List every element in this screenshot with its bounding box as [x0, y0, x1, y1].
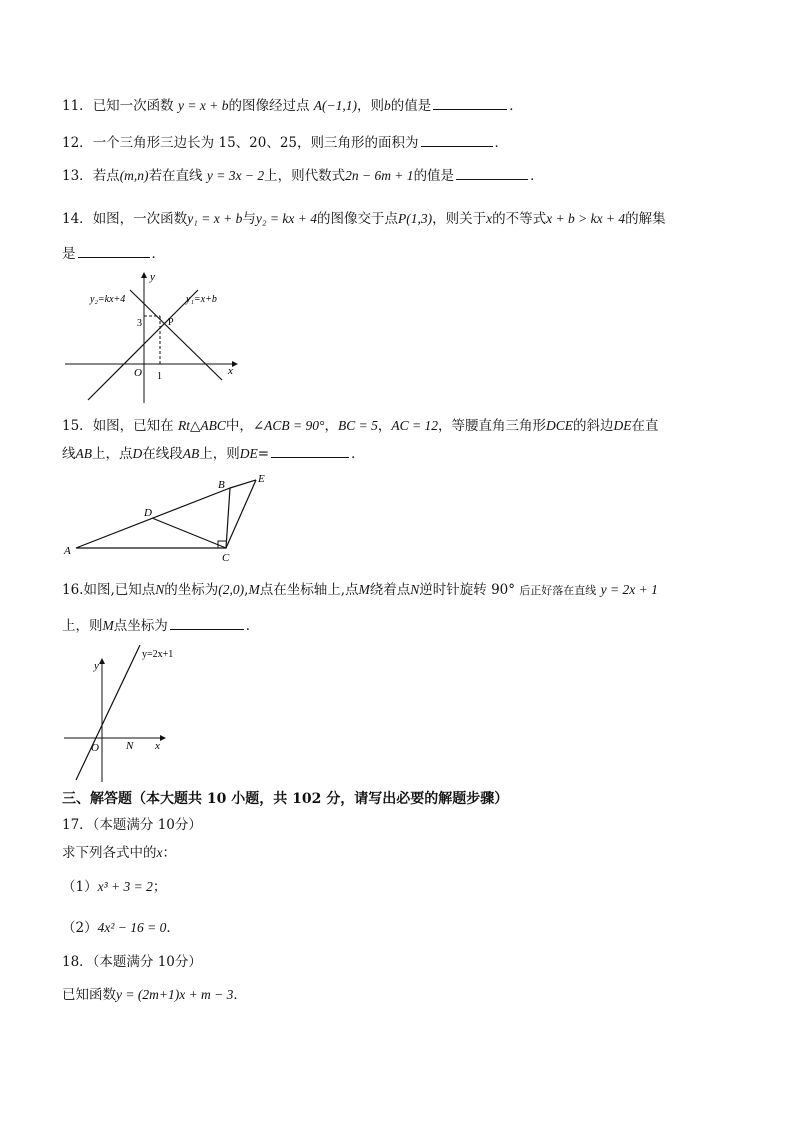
point-e-label: E [258, 473, 265, 485]
formula: y₁ = x + b [187, 211, 243, 226]
formula: 2n − 6m + 1 [345, 168, 414, 183]
formula: x³ + 3 = 2 [97, 879, 153, 894]
label-line: y=2x+1 [142, 649, 174, 660]
formula: b [383, 98, 391, 113]
answer-blank[interactable] [271, 443, 349, 458]
question-17-part-2 [62, 918, 180, 938]
question-number: 11． [62, 98, 93, 114]
question-18-header: 18．（本题满分 10分） [62, 954, 202, 970]
question-15 [62, 416, 658, 436]
y-axis-arrow [99, 658, 105, 664]
point-n-label: N [126, 740, 134, 752]
text: ， [377, 418, 392, 434]
question-15-line2 [62, 443, 365, 464]
formula: 90° [491, 582, 516, 598]
point-d-label: D [144, 507, 152, 519]
text: ． [151, 246, 165, 262]
text: ，则关于 [432, 211, 487, 227]
y-axis-arrow [141, 272, 147, 278]
point-b-label: B [218, 479, 225, 491]
formula: Rt△ABC [177, 418, 226, 433]
formula: BC = 5 [337, 418, 378, 433]
question-17-prompt [62, 843, 176, 863]
formula: 4x² − 16 = 0 [97, 920, 167, 935]
text: 若点 [92, 168, 120, 184]
text: 的值是 [390, 98, 432, 114]
formula: DE [239, 446, 258, 461]
point-c-label: C [222, 552, 230, 562]
formula: D [132, 446, 143, 461]
x-axis-arrow [160, 735, 166, 741]
text: ，等腰直角三角形 [437, 418, 546, 434]
text: ． [509, 98, 523, 114]
formula: y = x + b [177, 98, 229, 113]
text: 线 [62, 446, 76, 462]
text: 在直 [631, 418, 659, 434]
formula: AB [182, 446, 200, 461]
tick-y-3: 3 [137, 318, 142, 329]
text: 是 [62, 246, 76, 262]
text: = [257, 446, 270, 462]
answer-blank[interactable] [78, 243, 150, 258]
question-16 [62, 580, 658, 601]
text: 若在直线 [148, 168, 203, 184]
answer-blank[interactable] [170, 615, 244, 630]
question-17-header: 17．（本题满分 10分） [62, 817, 202, 833]
answer-blank[interactable] [433, 95, 507, 110]
formula: AC = 12 [391, 418, 438, 433]
formula: AB [75, 446, 92, 461]
part-number: （2） [62, 920, 98, 936]
text: 的不等式 [492, 211, 547, 227]
text: 已知函数 [62, 987, 116, 1003]
question-17-part-1 [62, 877, 166, 897]
segment-ce [226, 480, 256, 548]
figure-16 [60, 640, 200, 785]
text: 点在坐标轴上,点 [259, 582, 359, 598]
text: ． [245, 618, 260, 634]
text: ： [162, 845, 176, 861]
x-axis-arrow [232, 361, 238, 367]
text: 的解集 [625, 211, 666, 227]
text: 的图像经过点 [228, 98, 310, 114]
text: ，则 [356, 98, 384, 114]
section-heading: 三、解答题（本大题共 10 小题，共 102 分，请写出必要的解题步骤） [62, 791, 509, 807]
text: 后正好落在直线 [519, 584, 597, 597]
origin-label: O [134, 367, 142, 379]
text: 如图，一次函数 [92, 211, 188, 227]
formula: y₂ = kx + 4 [255, 211, 317, 226]
axis-x-label: x [155, 740, 160, 752]
line-y-2x-plus-1 [76, 645, 140, 780]
text: 的值是 [413, 168, 455, 184]
text: 如图,已知点 [83, 582, 156, 598]
formula: y = (2m+1)x + m − 3 [116, 987, 234, 1002]
formula: (2,0) [218, 582, 245, 597]
text: ． [166, 920, 180, 936]
question-number: 13． [62, 168, 93, 184]
point-p-label: P [168, 317, 174, 328]
formula: DCE [545, 418, 573, 433]
figure-14 [60, 268, 250, 408]
text: 的坐标为 [164, 582, 219, 598]
label-y2: y₂=kx+4 [90, 294, 126, 305]
part-number: （1） [62, 879, 98, 895]
question-11 [62, 95, 523, 116]
text: 已知一次函数 [92, 98, 174, 114]
text: 上，则代数式 [264, 168, 346, 184]
text: 与 [242, 211, 256, 227]
formula: N [155, 582, 165, 597]
formula: y = 3x − 2 [206, 168, 265, 183]
text: 一个三角形三边长为 15、20、25，则三角形的面积为 [92, 135, 419, 151]
text: , [244, 582, 249, 598]
line-y1 [88, 290, 198, 400]
formula: y = 2x + 1 [600, 582, 658, 597]
text: 如图，已知在 [92, 418, 174, 434]
question-14-line2 [62, 243, 165, 264]
text: 中， [225, 418, 253, 434]
origin-label: O [91, 742, 99, 754]
answer-blank[interactable] [456, 165, 528, 180]
figure-15 [60, 470, 280, 562]
question-18-body [62, 985, 247, 1005]
text: 上，则 [199, 446, 240, 462]
formula: x [486, 211, 493, 226]
text: ． [351, 446, 365, 462]
formula: M [102, 618, 114, 633]
point-a-label: A [64, 545, 71, 557]
tick-x-1: 1 [157, 371, 162, 382]
text: 求下列各式中的 [62, 845, 157, 861]
formula: M [248, 582, 260, 597]
axis-y-label: y [94, 660, 99, 672]
answer-blank[interactable] [421, 132, 493, 147]
label-y1: y₁=x+b [186, 294, 217, 305]
text: 逆时针旋转 [419, 582, 487, 598]
text: ， [324, 418, 338, 434]
text: 上，则 [62, 618, 103, 634]
formula: N [410, 582, 420, 597]
question-14 [62, 209, 666, 229]
question-number: 16. [62, 582, 84, 598]
formula: A(−1,1) [313, 98, 357, 113]
text: ． [530, 168, 544, 184]
text: 绕着点 [369, 582, 411, 598]
text: 点坐标为 [113, 618, 168, 634]
text: 的斜边 [572, 418, 614, 434]
question-number: 14． [62, 211, 93, 227]
question-16-line2 [62, 615, 259, 636]
formula: x [156, 845, 163, 860]
question-12 [62, 132, 508, 153]
text: ； [152, 879, 167, 895]
segment-be [230, 480, 256, 488]
question-number: 12． [62, 135, 93, 151]
formula: (m,n) [119, 168, 149, 183]
axis-y-label: y [150, 271, 155, 283]
formula: x + b > kx + 4 [546, 211, 626, 226]
question-13 [62, 165, 544, 186]
axis-x-label: x [228, 365, 233, 377]
text: ． [233, 987, 247, 1003]
formula: DE [613, 418, 632, 433]
formula: ∠ACB = 90° [252, 418, 325, 433]
formula: P(1,3) [397, 211, 433, 226]
question-number: 15． [62, 418, 93, 434]
formula: M [358, 582, 370, 597]
text: 在线段 [142, 446, 183, 462]
text: 上，点 [92, 446, 133, 462]
text: ． [494, 135, 509, 151]
text: 的图像交于点 [316, 211, 398, 227]
segment-dc [152, 518, 226, 548]
